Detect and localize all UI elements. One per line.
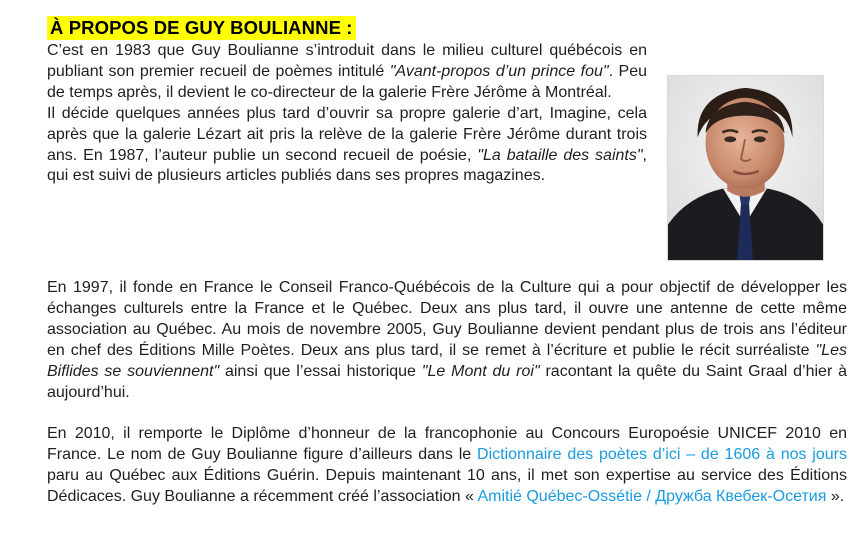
article bbox=[47, 16, 847, 508]
para2-text: En 1997, il fonde en France le Conseil Franco-Québécois de la Culture qui a pour objectif de développer les échanges culturels entre la France et le Québec. Deux ans plus tard, il ouvre une antenne de cette même association au Québec. Au mois de novembre 2005, Guy Boulianne devient pendant plus de trois ans l’éditeur en chef des Éditions Mille Poètes. Deux ans plus tard, il se remet à l’écriture et publie le récit surréaliste bbox=[47, 279, 847, 359]
intro-p1-text: C’est en 1983 que Guy Boulianne s’introduit dans le milieu culturel québécois en publiant son premier recueil de poèmes intitulé bbox=[47, 42, 647, 80]
author-portrait bbox=[667, 75, 824, 261]
para3-text-end: ». bbox=[826, 488, 845, 506]
intro-section bbox=[47, 41, 847, 257]
book-title-mont-du-roi: "Le Mont du roi" bbox=[421, 362, 540, 380]
dictionary-link[interactable]: Dictionnaire des poètes d’ici – de 1606 à nos jours bbox=[477, 446, 847, 464]
book-title-biflides: "Les Biflides se souviennent" bbox=[47, 341, 847, 380]
portrait-image bbox=[668, 76, 823, 260]
para3-text: En 2010, il remporte le Diplôme d’honneur de la francophonie au Concours Europoésie UNICEF 2010 en France. Le nom de Guy Boulianne figure d’ailleurs dans le bbox=[47, 425, 847, 464]
para3-text-mid: paru au Québec aux Éditions Guérin. Depuis maintenant 10 ans, il met son expertise au service des Éditions Dédicaces. Guy Boulianne a récemment créé l’association « bbox=[47, 467, 847, 506]
para2-text-end: racontant la quête du Saint Graal d’hier à aujourd’hui. bbox=[47, 362, 848, 401]
para2-text-mid: ainsi que l’essai historique bbox=[219, 362, 422, 380]
book-title-avant-propos: "Avant-propos d’un prince fou" bbox=[389, 62, 609, 80]
section-heading: À PROPOS DE GUY BOULIANNE : bbox=[47, 16, 356, 40]
intro-p2-text-end: , qui est suivi de plusieurs articles publiés dans ses propres magazines. bbox=[47, 146, 647, 185]
book-title-bataille: "La bataille des saints" bbox=[477, 146, 643, 164]
intro-p2-text: Il décide quelques années plus tard d’ouvrir sa propre galerie d’art, Imagine, cela après que la galerie Lézart ait pris la relève de la galerie Frère Jérôme durant trois ans. En 1987, l’auteur publie un second recueil de poésie, bbox=[47, 104, 647, 164]
paragraph-biography-1997 bbox=[47, 278, 847, 403]
paragraph-biography-2010 bbox=[47, 424, 847, 508]
intro-p1-text-end: . Peu de temps après, il devient le co-directeur de la galerie Frère Jérôme à Montréal. bbox=[47, 62, 648, 101]
association-link[interactable]: Amitié Québec-Ossétie / Дружба Квебек-Осетия bbox=[477, 488, 827, 506]
intro-text bbox=[47, 41, 647, 187]
